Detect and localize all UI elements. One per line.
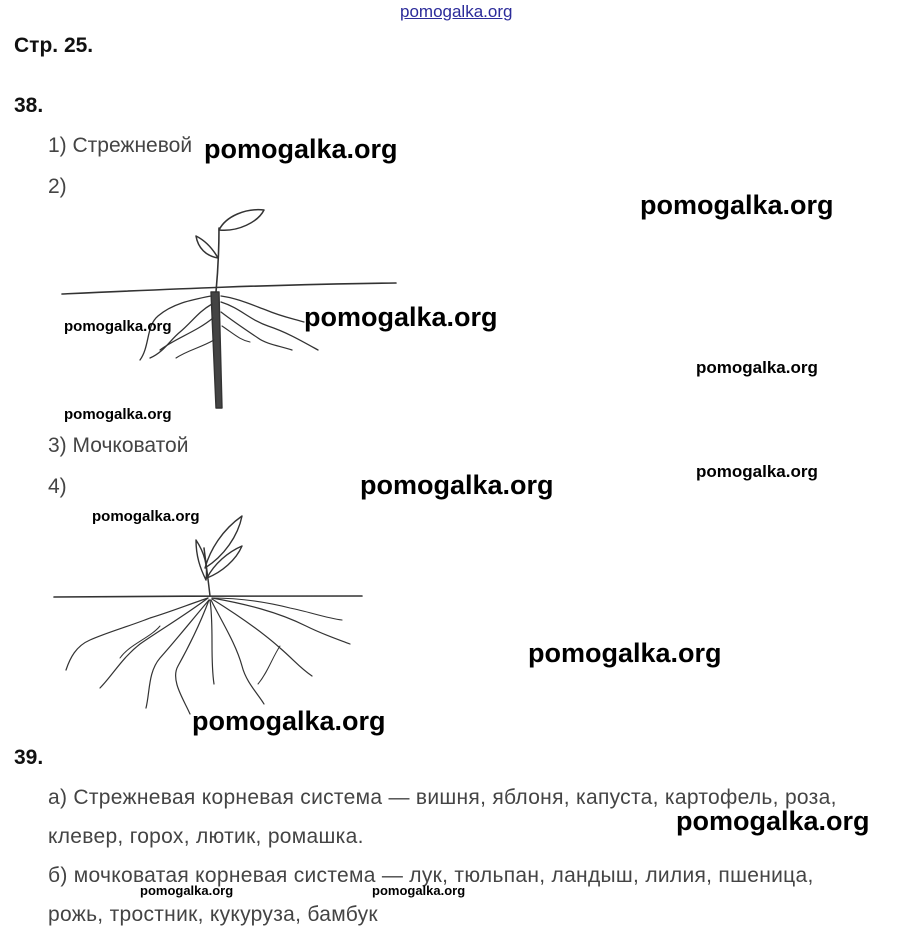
watermark: pomogalka.org	[304, 302, 498, 332]
watermark: pomogalka.org	[360, 470, 554, 500]
watermark: pomogalka.org	[204, 134, 398, 164]
task-39-b-line-2: рожь, тростник, кукуруза, бамбук	[48, 903, 378, 926]
task-38-item-2: 2)	[48, 175, 67, 198]
task-38-item-1: 1) Стрежневой	[48, 134, 193, 157]
watermark: pomogalka.org	[676, 806, 870, 836]
task-39-a-line-1: а) Стрежневая корневая система — вишня, яблоня, капуста, картофель, роза,	[48, 786, 837, 809]
page-label: Стр. 25.	[14, 34, 94, 57]
watermark: pomogalka.org	[92, 508, 200, 525]
fibrous-root-system-drawing	[0, 508, 420, 728]
top-site-watermark[interactable]: pomogalka.org	[400, 2, 513, 21]
watermark: pomogalka.org	[64, 406, 172, 423]
watermark: pomogalka.org	[372, 883, 466, 898]
task-38-number: 38.	[14, 94, 44, 117]
watermark: pomogalka.org	[528, 638, 722, 668]
watermark: pomogalka.org	[192, 706, 386, 736]
watermark: pomogalka.org	[640, 190, 834, 220]
task-38-item-3: 3) Мочковатой	[48, 434, 189, 457]
watermark: pomogalka.org	[64, 318, 172, 335]
task-39-b-line-1: б) мочковатая корневая система — лук, тюльпан, ландыш, лилия, пшеница,	[48, 864, 814, 887]
task-39-a-line-2: клевер, горох, лютик, ромашка.	[48, 825, 364, 848]
task-39-number: 39.	[14, 746, 44, 769]
task-38-item-4: 4)	[48, 475, 67, 498]
watermark: pomogalka.org	[140, 883, 234, 898]
watermark: pomogalka.org	[696, 358, 818, 377]
watermark: pomogalka.org	[696, 462, 818, 481]
